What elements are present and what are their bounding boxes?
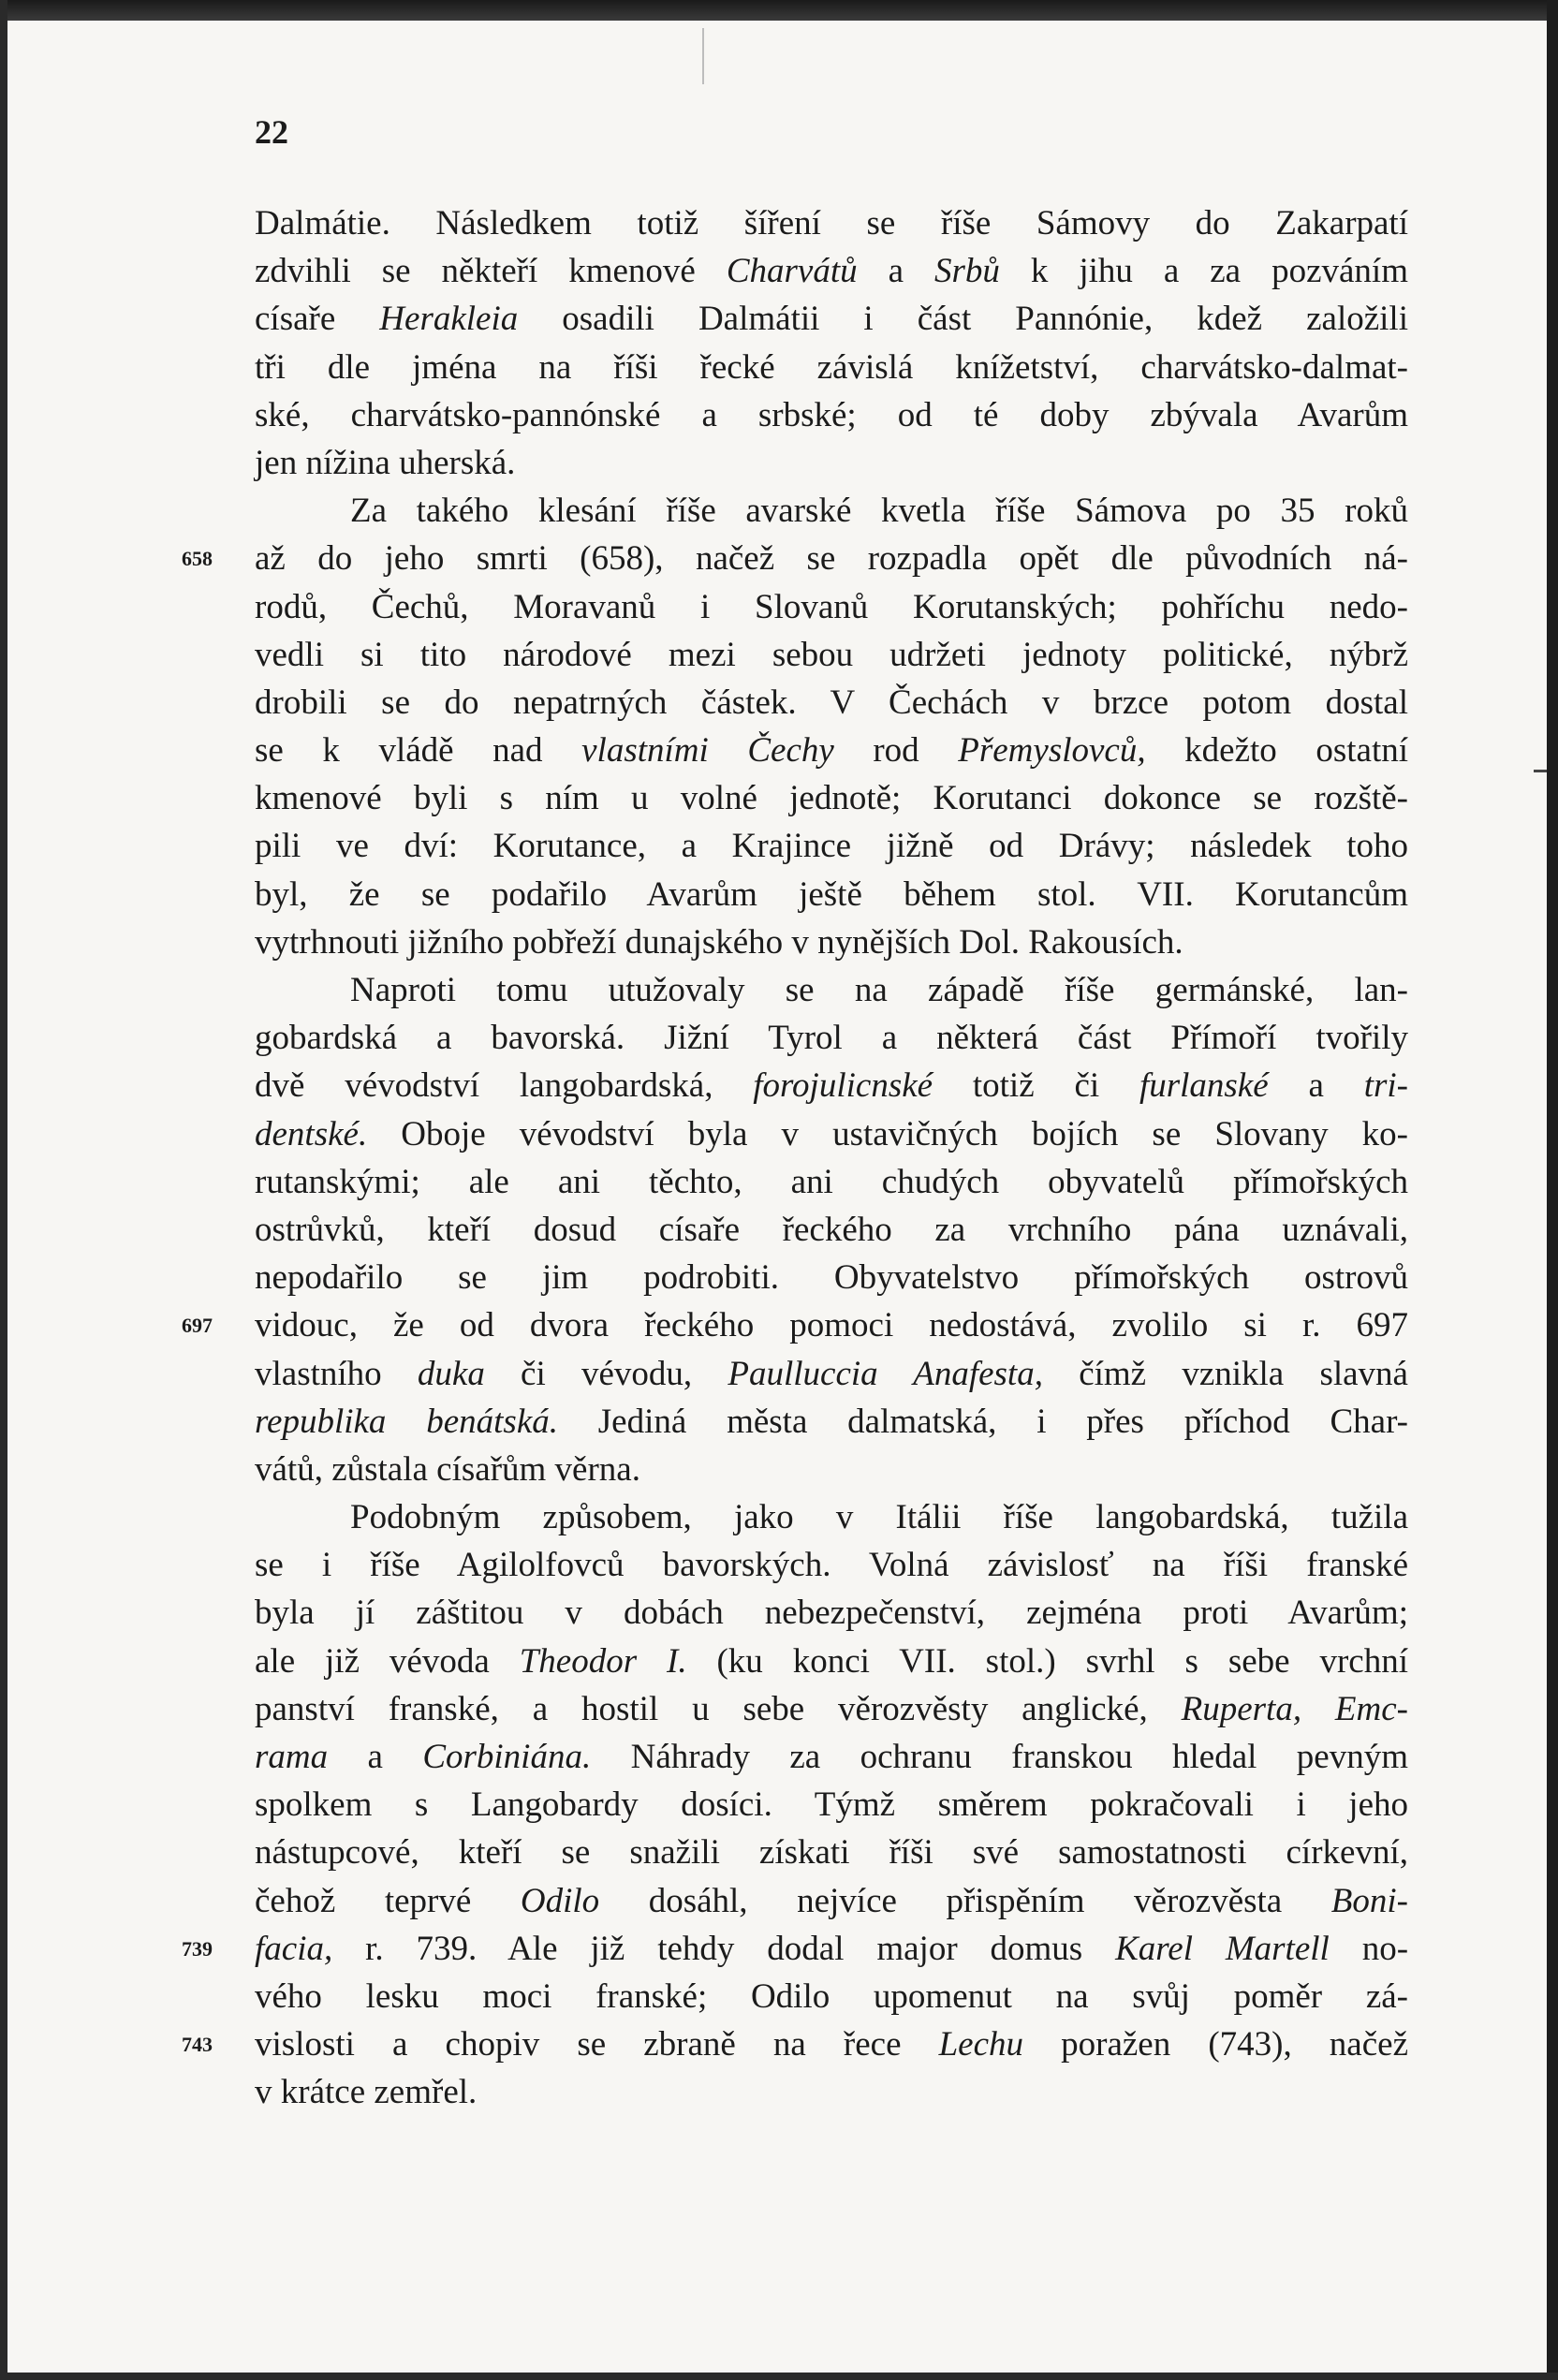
text-segment: Náhrady za ochranu franskou hledal pevným (591, 1738, 1408, 1776)
page-number: 22 (255, 113, 288, 151)
text-segment: k jihu a za pozváním (999, 252, 1408, 291)
text-line (255, 871, 1408, 918)
text-segment: vedli si tito národové mezi sebou udržeti jednoty politické, nýbrž (255, 635, 1408, 674)
text-segment: byla jí záštitou v dobách nebezpečenství, zejména proti Avarům; (255, 1594, 1408, 1633)
text-segment: rodů, Čechů, Moravanů i Slovanů Korutanských; pohříchu nedo- (255, 587, 1408, 626)
margin-year-note: 739 (182, 1936, 213, 1961)
text-segment: byl, že se podařilo Avarům ještě během stol. VII. Korutancům (255, 874, 1408, 914)
text-segment: čímž vznikla slavná (1042, 1354, 1408, 1393)
text-segment: r. 739. Ale již tehdy dodal major domus (332, 1929, 1116, 1968)
scan-border-top (0, 0, 1558, 21)
text-line (255, 1781, 1408, 1829)
text-line (182, 535, 1408, 582)
text-segment: vého lesku moci franské; Odilo upomenut na svůj poměr zá- (255, 1976, 1408, 2016)
text-line (255, 1829, 1408, 1876)
text-line (255, 918, 1408, 966)
text-segment: Jediná města dalmatská, i přes příchod Char- (558, 1402, 1408, 1441)
text-line (255, 391, 1408, 439)
text-line (255, 2068, 1408, 2116)
body-text (182, 199, 1409, 2117)
text-segment: vidouc, že od dvora řeckého pomoci nedostává, zvolilo si r. 697 (255, 1306, 1408, 1345)
text-segment: v krátce zemřel. (255, 2073, 478, 2112)
text-segment: no- (1329, 1929, 1409, 1968)
text-segment: vislosti a chopiv se zbraně na řece (255, 2025, 939, 2064)
text-segment: ale již vévoda (255, 1641, 520, 1681)
italic-text-segment: Theodor I. (519, 1641, 687, 1681)
italic-text-segment: Ruperta, Emc- (1181, 1689, 1408, 1728)
text-line (255, 822, 1408, 870)
text-segment: panství franské, a hostil u sebe věrozvěsty anglické, (255, 1689, 1182, 1728)
text-segment: nástupcové, kteří se snažili získati říši své samostatnosti církevní, (255, 1833, 1408, 1873)
text-segment: císaře (255, 300, 380, 339)
margin-dash-mark (1534, 770, 1547, 772)
text-line (255, 1398, 1408, 1446)
text-segment: čehož teprvé (255, 1881, 521, 1920)
italic-text-segment: Corbiniána. (422, 1738, 592, 1776)
text-segment: vátů, zůstala císařům věrna. (255, 1449, 640, 1489)
text-segment: Za takého klesání říše avarské kvetla říše Sámova po 35 roků (350, 492, 1408, 531)
text-segment: dosáhl, nejvíce přispěním věrozvěsta (599, 1881, 1331, 1920)
text-segment: jen nížina uherská. (255, 443, 516, 482)
text-segment: se i říše Agilolfovců bavorských. Volná závislosť na říši franské (255, 1546, 1408, 1585)
italic-text-segment: Paulluccia Anafesta, (728, 1354, 1043, 1393)
text-segment: rod (833, 731, 959, 771)
text-segment: dvě vévodství langobardská, (255, 1066, 754, 1106)
text-line (255, 1062, 1408, 1109)
italic-text-segment: tri- (1363, 1066, 1408, 1106)
italic-text-segment: forojulicnské (753, 1066, 933, 1106)
text-line (255, 679, 1408, 727)
text-line (255, 247, 1408, 295)
text-segment: osadili Dalmátii i část Pannónie, kdež založili (518, 300, 1408, 339)
margin-year-note: 743 (182, 2033, 213, 2057)
text-segment: a (857, 252, 934, 291)
text-segment: až do jeho smrti (658), načež se rozpadla opět dle původních ná- (255, 539, 1408, 579)
text-line (255, 1877, 1408, 1925)
scan-border-right (1547, 0, 1558, 2380)
text-line (182, 1925, 1409, 1973)
italic-text-segment: duka (417, 1354, 485, 1393)
italic-text-segment: Srbů (933, 252, 1000, 291)
text-segment: totiž či (933, 1066, 1139, 1106)
italic-text-segment: Odilo (520, 1881, 600, 1920)
text-line (255, 1973, 1408, 2020)
text-segment: rutanskými; ale ani těchto, ani chudých obyvatelů přímořských (255, 1162, 1408, 1201)
margin-year-note: 658 (182, 547, 213, 571)
text-line (255, 1014, 1408, 1062)
text-segment: (ku konci VII. stol.) svrhl s sebe vrchní (686, 1641, 1409, 1681)
text-line (255, 439, 1408, 487)
text-line (255, 966, 1408, 1014)
italic-text-segment: facia, (255, 1929, 333, 1968)
text-segment: nepodařilo se jim podrobiti. Obyvatelstvo přímořských ostrovů (255, 1258, 1408, 1298)
italic-text-segment: Lechu (938, 2025, 1024, 2064)
text-line (255, 583, 1408, 631)
text-line (255, 487, 1408, 535)
text-segment: Oboje vévodství byla v ustavičných bojích se Slovany ko- (367, 1114, 1408, 1153)
text-segment: ostrůvků, kteří dosud císaře řeckého za vrchního pána uznávali, (255, 1210, 1408, 1249)
text-segment: vytrhnouti jižního pobřeží dunajského v nynějších Dol. Rakousích. (255, 922, 1183, 962)
italic-text-segment: republika benátská. (255, 1402, 558, 1441)
text-line (182, 2020, 1408, 2068)
text-segment: drobili se do nepatrných částek. V Čechách v brzce potom dostal (255, 683, 1408, 722)
italic-text-segment: Charvátů (726, 252, 858, 291)
text-line (255, 1110, 1408, 1158)
text-segment: zdvihli se někteří kmenové (255, 252, 727, 291)
text-line (255, 1350, 1408, 1398)
text-segment: pili ve dví: Korutance, a Krajince jižně od Drávy; následek toho (255, 827, 1408, 866)
page-crease-mark (702, 28, 704, 84)
text-segment: Podobným způsobem, jako v Itálii říše langobardská, tužila (350, 1498, 1408, 1537)
text-segment: spolkem s Langobardy dosíci. Týmž směrem pokračovali i jeho (255, 1785, 1408, 1825)
text-line (255, 1685, 1408, 1733)
text-line (255, 1493, 1408, 1541)
italic-text-segment: rama (255, 1738, 329, 1776)
text-segment: ské, charvátsko-pannónské a srbské; od té doby zbývala Avarům (255, 395, 1408, 434)
text-line (255, 199, 1408, 247)
text-line (255, 631, 1408, 679)
text-segment: tři dle jména na říši řecké závislá knížetství, charvátsko-dalmat- (255, 347, 1408, 387)
italic-text-segment: Přemyslovců, (958, 731, 1146, 771)
text-line (255, 344, 1408, 391)
margin-year-note: 697 (182, 1314, 213, 1338)
italic-text-segment: Boni- (1330, 1881, 1408, 1920)
text-line (255, 1446, 1408, 1493)
text-segment: se k vládě nad (255, 731, 582, 771)
text-line (255, 1733, 1408, 1781)
text-segment: Dalmátie. Následkem totiž šíření se říše Sámovy do Zakarpatí (255, 204, 1408, 242)
text-line (255, 1158, 1408, 1206)
text-segment: gobardská a bavorská. Jižní Tyrol a některá část Přímoří tvořily (255, 1019, 1408, 1058)
text-segment: poražen (743), načež (1023, 2025, 1408, 2064)
text-line (255, 1638, 1408, 1685)
text-segment: či vévodu, (484, 1354, 728, 1393)
text-segment: a (328, 1738, 423, 1776)
text-line (255, 1254, 1408, 1301)
text-segment: kmenové byli s ním u volné jednotě; Korutanci dokonce se rozště- (255, 779, 1408, 818)
text-line (255, 1541, 1408, 1589)
text-line (255, 774, 1408, 822)
text-line (255, 727, 1408, 774)
scan-border-left (0, 0, 7, 2380)
scan-border-bottom (0, 2373, 1558, 2380)
italic-text-segment: furlanské (1139, 1066, 1269, 1106)
italic-text-segment: Herakleia (379, 300, 519, 339)
text-segment: a (1268, 1066, 1364, 1106)
text-segment: kdežto ostatní (1145, 731, 1409, 771)
text-line (255, 1589, 1408, 1637)
text-segment: Naproti tomu utužovaly se na západě říše germánské, lan- (350, 971, 1408, 1009)
text-line (182, 1301, 1408, 1349)
text-line (255, 1206, 1408, 1254)
text-line (255, 295, 1408, 343)
italic-text-segment: dentské. (255, 1114, 368, 1153)
italic-text-segment: Karel Martell (1115, 1929, 1330, 1968)
text-segment: vlastního (255, 1354, 418, 1393)
italic-text-segment: vlastními Čechy (581, 731, 834, 771)
